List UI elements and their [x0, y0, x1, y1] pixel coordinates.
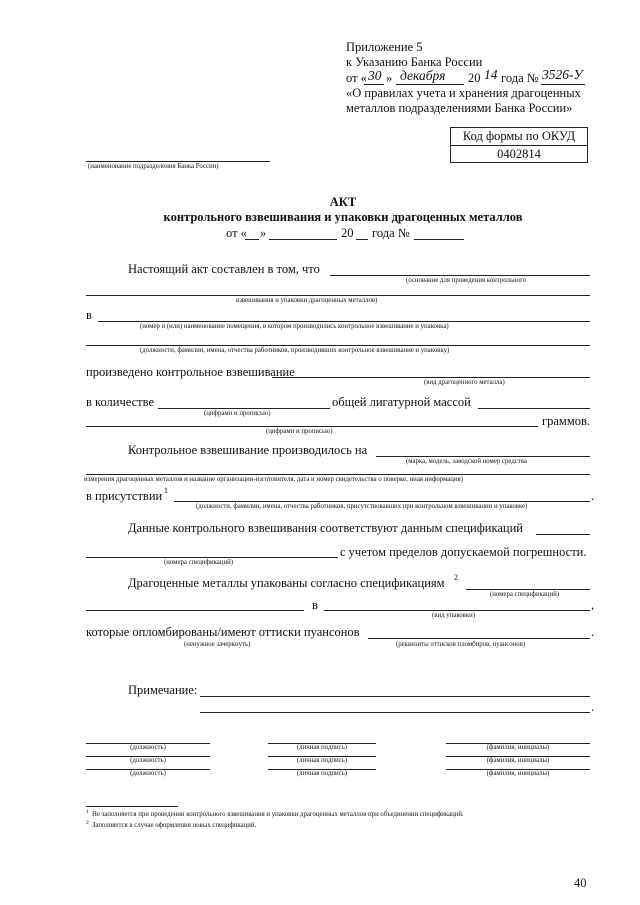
seal-caption: (реквизиты оттисков пломбиров, пуансонов) — [396, 641, 526, 648]
act-date-prefix: от « — [226, 226, 247, 240]
metal-line — [272, 377, 590, 378]
footnote-ref-1: 1 — [164, 486, 168, 495]
match-line — [536, 534, 590, 535]
sig-name-caption-3: (фамилия, инициалы) — [486, 770, 550, 777]
staff-caption: (должности, фамилии, имена, отчества работников, производивших контрольное взвешивание и упаковку) — [140, 347, 450, 354]
tolerance-label: с учетом пределов допускаемой погрешности. — [340, 545, 587, 559]
okud-code-box — [450, 127, 588, 163]
pack-prefix: в — [312, 598, 318, 612]
okud-code: 0402814 — [451, 145, 587, 163]
spec-line2 — [86, 610, 304, 611]
device-line2 — [86, 474, 590, 475]
sig-signature-caption-2: (личная подпись) — [296, 757, 348, 764]
act-day-line — [245, 239, 259, 240]
directive-month: декабря — [400, 68, 446, 83]
device-caption-a: (марка, модель, заводской номер средства — [406, 458, 527, 465]
footnote-ref-2: 2 — [454, 573, 458, 582]
device-label: Контрольное взвешивание производилось на — [128, 443, 368, 457]
directive-date-prefix: от « — [346, 71, 367, 85]
pack-line — [324, 610, 590, 611]
mass-words-line — [86, 426, 538, 427]
basis-label: Настоящий акт составлен в том, что — [128, 262, 320, 276]
sig-position-caption-2: (должность) — [130, 757, 166, 764]
sig-signature-caption-1: (личная подпись) — [296, 744, 348, 751]
performed-label: произведено контрольное взвешивание — [86, 365, 295, 379]
packed-caption: (номера спецификаций) — [490, 591, 559, 598]
sealed-line — [368, 638, 590, 639]
quantity-label: в количестве — [86, 395, 155, 409]
directive-day: 30 — [368, 68, 382, 83]
mass-line — [478, 408, 590, 409]
quantity-caption: (цифрами и прописью) — [204, 410, 271, 417]
presence-dot: . — [591, 489, 595, 503]
act-subtitle: контрольного взвешивания и упаковки драгоценных металлов — [163, 210, 523, 224]
metal-caption: (вид драгоценного металла) — [424, 379, 505, 386]
spec-line — [86, 557, 338, 558]
act-title: АКТ — [329, 195, 357, 209]
year-suffix: года № — [501, 71, 539, 85]
sig-position-caption-1: (должность) — [130, 744, 166, 751]
sig-position-caption-3: (должность) — [130, 770, 166, 777]
basis-caption-b: взвешивания и упаковки драгоценных металлов) — [236, 297, 378, 304]
act-number-line — [414, 239, 464, 240]
footnote-2: Заполняется в случае оформления новых спецификаций. — [92, 822, 257, 829]
device-line — [376, 456, 590, 457]
sig-name-caption-1: (фамилия, инициалы) — [486, 744, 550, 751]
sealed-label: которые опломбированы/имеют оттиски пуансонов — [86, 625, 360, 639]
act-month-line — [269, 239, 337, 240]
act-year-prefix: 20 — [341, 226, 354, 240]
room-caption: (номер и (или) наименование помещения, в котором производились контрольное взвешивание и упаковка) — [140, 323, 449, 330]
note-dot: . — [591, 700, 595, 714]
presence-caption: (должности, фамилии, имена, отчества работников, присутствовавших при контрольном взвешивании и упаковке) — [196, 503, 528, 510]
basis-line2 — [86, 295, 590, 296]
note-line2 — [200, 712, 590, 713]
packed-label: Драгоценные металлы упакованы согласно спецификациям — [128, 576, 445, 590]
basis-caption-a: (основание для проведения контрольного — [406, 277, 527, 284]
act-date-quote: » — [260, 226, 267, 240]
presence-label: в присутствии — [86, 489, 163, 503]
directive-year: 14 — [484, 67, 498, 82]
act-year-suffix: года № — [372, 226, 410, 240]
footnote-1: Не заполняется при проведении контрольного взвешивания и упаковки драгоценных металлов при объединении спецификаций. — [92, 811, 464, 818]
quantity-line — [158, 408, 330, 409]
okud-label: Код формы по ОКУД — [462, 129, 576, 143]
basis-line — [330, 275, 590, 276]
regulation-line1: «О правилах учета и хранения драгоценных — [346, 86, 581, 100]
sig-signature-caption-3: (личная подпись) — [296, 770, 348, 777]
regulation-line2: металлов подразделениями Банка России» — [346, 101, 573, 115]
day-underline — [364, 84, 384, 85]
footnote-num-2: 2 — [86, 820, 89, 826]
division-line — [86, 161, 270, 162]
grams-label: граммов. — [542, 414, 591, 428]
sealed-dot: . — [591, 625, 595, 639]
note-line1 — [200, 696, 590, 697]
month-underline — [396, 84, 464, 85]
act-year-line — [356, 239, 368, 240]
footnote-num-1: 1 — [86, 809, 89, 815]
spec-caption: (номера спецификаций) — [164, 559, 233, 566]
division-caption: (наименование подразделения Банка России) — [88, 163, 219, 170]
note-label: Примечание: — [128, 683, 198, 697]
match-label: Данные контрольного взвешивания соответствуют данным спецификаций — [128, 521, 524, 535]
directive-number: 3526-У — [542, 67, 583, 82]
footnote-separator — [86, 806, 178, 807]
directive-label: к Указанию Банка России — [346, 55, 483, 69]
device-caption-b: измерения драгоценных металлов и название организации-изготовителя, дата и номер свидетельства о поверке, иная информация) — [84, 476, 463, 483]
packed-line — [466, 589, 590, 590]
pack-comma: , — [591, 598, 595, 612]
pack-caption: (вид упаковки) — [432, 612, 476, 619]
presence-line — [174, 501, 590, 502]
sig-name-caption-2: (фамилия, инициалы) — [486, 757, 550, 764]
mass-caption: (цифрами и прописью) — [266, 428, 333, 435]
staff-line — [86, 345, 590, 346]
mass-label: общей лигатурной массой — [332, 395, 471, 409]
date-close-quote: » — [386, 71, 393, 85]
room-line — [98, 321, 590, 322]
room-prefix: в — [86, 308, 92, 322]
appendix-label: Приложение 5 — [346, 40, 423, 54]
strike-caption: (ненужное зачеркнуть) — [184, 641, 251, 648]
number-underline — [541, 84, 585, 85]
page-number: 40 — [574, 876, 587, 890]
year-prefix: 20 — [468, 71, 481, 85]
